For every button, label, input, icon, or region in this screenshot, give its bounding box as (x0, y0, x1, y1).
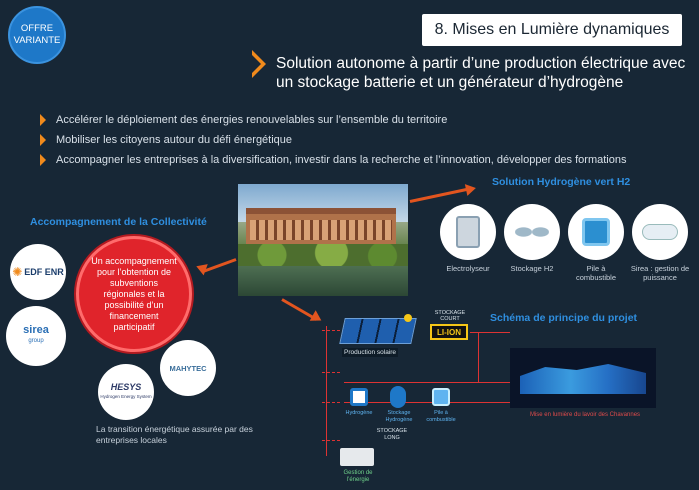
bullet-list (40, 110, 690, 170)
stockage-h2-image (504, 204, 560, 260)
bullet-item (40, 110, 690, 130)
mahytec-logo-text: MAHYTEC (169, 363, 207, 373)
schema-line (326, 326, 327, 456)
electrolyser-icon (456, 216, 480, 248)
hydrogen-icon (350, 388, 368, 406)
arrow-to-hydrogen (410, 187, 471, 203)
schema-line (478, 382, 510, 383)
h2-item-stockage (502, 204, 562, 273)
fuel-cell-icon (582, 218, 610, 246)
bullet-text: Mobiliser les citoyens autour du défi énergétique (56, 134, 293, 146)
hesys-logo (98, 364, 154, 420)
left-footer-text: La transition énergétique assurée par des entreprises locales (96, 424, 253, 445)
h2-item-label: Sirea : gestion de puissance (630, 264, 690, 282)
bullet-item (40, 130, 690, 150)
schema-line (322, 440, 340, 441)
night-lighting-photo (510, 348, 656, 408)
tanks-icon (515, 218, 549, 246)
sirea-logo-text: sirea (23, 324, 49, 336)
night-lighting-label: Mise en lumière du lavoir des Chavannes (529, 412, 641, 418)
h2-item-label: Pile à combustible (575, 264, 617, 282)
h2-item-sirea (630, 204, 690, 282)
hesys-logo-text: HESYS (110, 382, 142, 392)
photo-windows (250, 220, 392, 240)
h2-item-label: Stockage H2 (510, 264, 554, 273)
schema-line (478, 332, 479, 382)
arrow-bullet-icon (40, 154, 46, 166)
arrow-head-icon (194, 261, 208, 276)
sirea-gestion-image (632, 204, 688, 260)
h2-item-pile (566, 204, 626, 282)
schema-line (344, 402, 510, 403)
photo-water (238, 266, 408, 296)
sirea-logo (6, 306, 66, 366)
pile-combustible-label: Pile à combustible (426, 410, 456, 423)
schema-line (322, 402, 340, 403)
photo-trees (238, 244, 408, 266)
offre-variante-badge: OFFRE VARIANTE (8, 6, 66, 64)
electrolyseur-image (440, 204, 496, 260)
h2-tank-icon (390, 386, 406, 408)
arrow-head-icon (465, 182, 477, 196)
fuel-cell-icon (432, 388, 450, 406)
production-solaire-label: Production solaire (344, 349, 397, 356)
schema-title: Schéma de principe du projet (490, 312, 638, 324)
arrow-to-collectivite (204, 258, 237, 272)
arrow-bullet-icon (40, 134, 46, 146)
hydrogen-title: Solution Hydrogène vert H2 (492, 176, 631, 188)
accompagnement-circle: Un accompagnement pour l’obtention de subventions régionales et la possibilité d’un financement participatif (76, 236, 192, 352)
edf-logo-text: EDF ENR (24, 267, 64, 277)
hydrogene-label: Hydrogène (345, 410, 373, 416)
power-box-icon (642, 224, 678, 240)
sun-icon (404, 314, 412, 322)
hesys-logo-stack (100, 382, 151, 402)
stockage-hydrogene-label: Stockage Hydrogène (385, 410, 413, 423)
page-title: 8. Mises en Lumière dynamiques (422, 14, 682, 46)
mahytec-logo (160, 340, 216, 396)
arrow-head-icon (310, 310, 325, 325)
lit-building (520, 364, 646, 394)
stockage-court-label: STOCKAGE COURT (434, 310, 466, 322)
chevron-inner-decor (252, 55, 261, 73)
headline: Solution autonome à partir d’une production électrique avec un stockage batterie et un générateur d’hydrogène (276, 55, 686, 91)
liion-battery: LI-ION (430, 324, 468, 340)
hesys-logo-sub: Hydrogen Energy System (100, 394, 152, 399)
bullet-item (40, 150, 690, 170)
h2-item-label: Electrolyseur (446, 264, 490, 273)
schema-line (322, 330, 340, 331)
edf-enr-logo (10, 244, 66, 300)
bullet-text: Accompagner les entreprises à la diversification, investir dans la recherche et l’innovation, développer des formations (56, 154, 627, 166)
sirea-logo-sub: group (28, 338, 44, 344)
solar-panels (339, 318, 417, 344)
gestion-energie-device (340, 448, 374, 466)
schema-line (322, 372, 340, 373)
collectivite-title: Accompagnement de la Collectivité (30, 216, 207, 228)
schema-line (470, 332, 510, 333)
schema-line (344, 382, 478, 383)
gestion-energie-label: Gestion de l’énergie (343, 470, 373, 483)
stockage-long-label: STOCKAGE LONG (376, 428, 408, 441)
bullet-text: Accélérer le déploiement des énergies renouvelables sur l’ensemble du territoire (56, 114, 448, 126)
h2-item-electrolyseur (438, 204, 498, 273)
arrow-bullet-icon (40, 114, 46, 126)
edf-sun-icon: ✺ (12, 265, 23, 279)
sirea-logo-stack (23, 325, 49, 347)
pile-combustible-image (568, 204, 624, 260)
lavoir-photo (238, 184, 408, 296)
